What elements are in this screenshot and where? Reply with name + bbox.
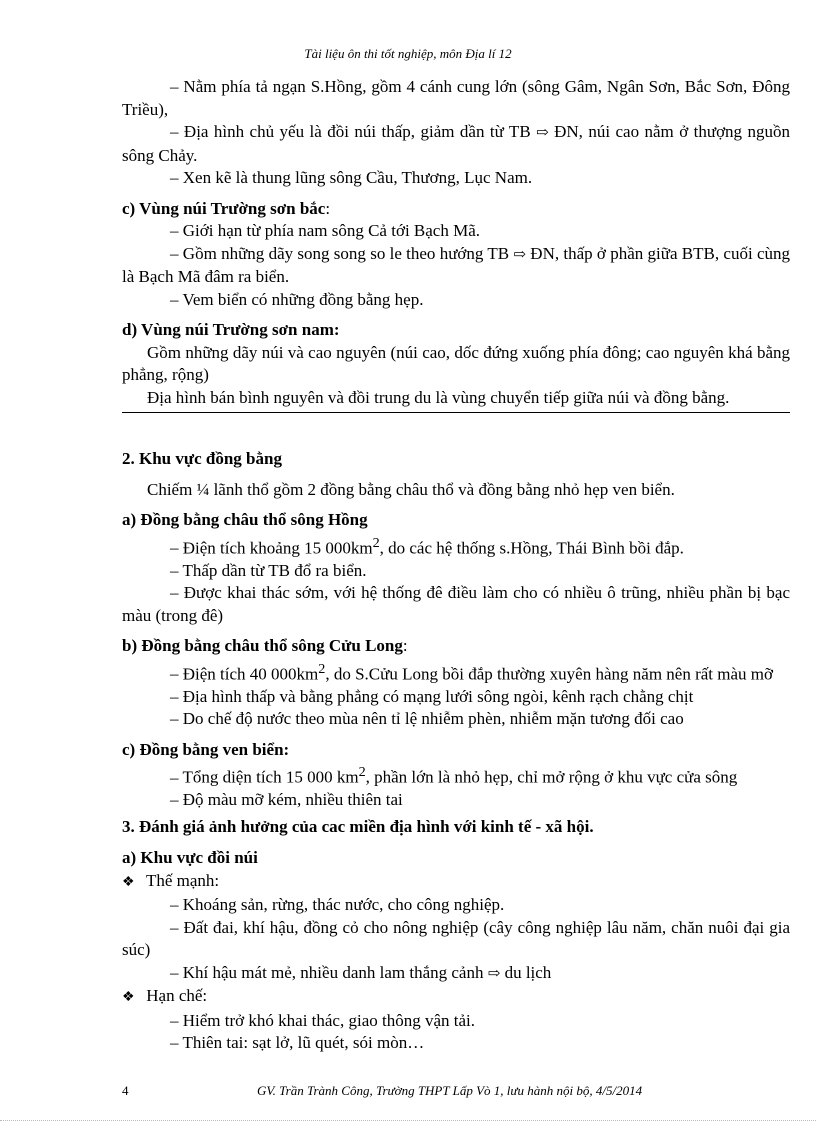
diamond-bullet-icon: ❖ (122, 990, 135, 1006)
dash-bullet: – (170, 664, 179, 684)
bullet-text: Gồm những dãy song song so le theo hướng TB (178, 243, 514, 263)
diamond-item (122, 985, 790, 1010)
superscript: 2 (318, 660, 326, 677)
bullet-text: , phần lớn là nhỏ hẹp, chỉ mở rộng ở khu vực cửa sông (365, 767, 738, 787)
bullet-text: Độ màu mỡ kém, nhiều thiên tai (178, 790, 403, 810)
dash-bullet: – (170, 709, 179, 729)
diamond-bullet-icon: ❖ (122, 874, 135, 890)
bullet-item (122, 658, 790, 686)
dash-bullet: – (170, 77, 179, 96)
bullet-item (122, 243, 790, 289)
page-number: 4 (122, 1083, 129, 1098)
bullet-text: Đất đai, khí hậu, đồng cỏ cho nông nghiệp (cây công nghiệp lâu năm, chăn nuôi đại gia súc) (122, 917, 790, 960)
paragraph: Địa hình bán bình nguyên và đồi trung du là vùng chuyển tiếp giữa núi và đồng bằng. (147, 387, 730, 407)
subsection-heading: d) Vùng núi Trường sơn nam: (122, 320, 340, 339)
subsection-heading: a) Khu vực đồi núi (122, 848, 258, 868)
bullet-text: ĐN, thấp ở phần giữa BTB, cuối cùng là Bạch Mã đâm ra biển. (122, 243, 791, 286)
dash-bullet: – (170, 221, 179, 240)
bullet-text: Thiên tai: sạt lở, lũ quét, sói mòn… (178, 1033, 425, 1053)
dash-bullet: – (170, 895, 179, 915)
dash-bullet: – (170, 122, 179, 141)
page-content (122, 76, 790, 1055)
section-heading: 3. Đánh giá ảnh hưởng của cac miền địa hình với kinh tế - xã hội. (122, 816, 594, 836)
dash-bullet: – (170, 560, 179, 580)
diamond-text: Hạn chế: (142, 986, 208, 1006)
diamond-text: Thế mạnh: (142, 870, 220, 890)
divider (122, 412, 790, 413)
bullet-item (122, 582, 790, 627)
bullet-item (122, 167, 790, 190)
dash-bullet: – (170, 1010, 179, 1030)
page-bottom-border (0, 1120, 816, 1121)
dash-bullet: – (170, 790, 179, 810)
dash-bullet: – (170, 168, 179, 187)
bullet-text: du lịch (500, 962, 552, 982)
paragraph: Chiếm ¼ lãnh thổ gồm 2 đồng bằng châu thổ và đồng bằng nhỏ hẹp ven biển. (147, 479, 675, 499)
dash-bullet: – (170, 243, 179, 263)
bullet-item (122, 1032, 790, 1055)
bullet-text: Được khai thác sớm, với hệ thống đê điều làm cho có nhiều ô trũng, nhiều phần bị bạc màu (trong đê) (122, 583, 790, 625)
section-heading: 2. Khu vực đồng bằng (122, 449, 282, 468)
dash-bullet: – (170, 686, 179, 706)
heading-colon: : (325, 198, 331, 218)
bullet-item (122, 289, 790, 312)
bullet-text: Điện tích khoảng 15 000km (178, 538, 373, 558)
subsection-heading (122, 198, 790, 221)
bullet-text: Địa hình thấp và bằng phẳng có mạng lưới sông ngòi, kênh rạch chằng chịt (178, 686, 694, 706)
bullet-text: Hiểm trở khó khai thác, giao thông vận tải. (178, 1010, 476, 1030)
bullet-text: Điện tích 40 000km (178, 664, 319, 684)
bullet-item (122, 121, 790, 167)
bullet-item (122, 532, 790, 560)
bullet-item (122, 894, 790, 917)
bullet-text: Giới hạn từ phía nam sông Cả tới Bạch Mã. (178, 221, 481, 240)
bullet-text: , do các hệ thống s.Hồng, Thái Bình bồi đắp. (379, 538, 684, 558)
bullet-text: Do chế độ nước theo mùa nên tỉ lệ nhiễm phèn, nhiễm mặn tương đối cao (178, 709, 684, 729)
bullet-text: Khoáng sản, rừng, thác nước, cho công nghiệp. (178, 895, 505, 915)
bullet-item (122, 708, 790, 731)
dash-bullet: – (170, 538, 179, 558)
superscript: 2 (358, 764, 366, 781)
arrow-icon: ⇨ (536, 125, 549, 141)
dash-bullet: – (170, 962, 179, 982)
bullet-text: Thấp dần từ TB đổ ra biển. (178, 560, 367, 580)
bullet-text: Tổng diện tích 15 000 km (178, 767, 359, 787)
bullet-text: Khí hậu mát mẻ, nhiều danh lam thắng cảnh (178, 962, 488, 982)
bullet-item (122, 962, 790, 986)
bullet-item (122, 761, 790, 789)
bullet-text: Địa hình chủ yếu là đồi núi thấp, giảm dần từ TB (178, 122, 537, 141)
dash-bullet: – (170, 583, 179, 603)
subsection-heading: a) Đồng bằng châu thổ sông Hồng (122, 510, 368, 529)
bullet-item (122, 917, 790, 962)
bullet-text: Vem biển có những đồng bằng hẹp. (178, 289, 424, 309)
heading-text: c) Vùng núi Trường sơn bắc (122, 198, 326, 218)
heading-text: b) Đồng bằng châu thổ sông Cửu Long (122, 636, 403, 656)
bullet-text: Nằm phía tả ngạn S.Hồng, gồm 4 cánh cung lớn (sông Gâm, Ngân Sơn, Bắc Sơn, Đông Triều), (122, 77, 790, 119)
bullet-text: , do S.Cửu Long bồi đắp thường xuyên hàng năm nên rất màu mỡ (325, 664, 773, 684)
subsection-heading: c) Đồng bằng ven biển: (122, 739, 290, 759)
footer-text: GV. Trần Trành Công, Trường THPT Lấp Vò 1, lưu hành nội bộ, 4/5/2014 (257, 1083, 643, 1098)
arrow-icon: ⇨ (513, 246, 526, 263)
bullet-item (122, 1010, 790, 1033)
bullet-item (122, 220, 790, 243)
dash-bullet: – (170, 1033, 179, 1053)
superscript: 2 (372, 534, 380, 551)
dash-bullet: – (170, 289, 179, 309)
subsection-heading (122, 635, 790, 658)
bullet-item (122, 560, 790, 583)
dash-bullet: – (170, 767, 179, 787)
diamond-item (122, 870, 790, 895)
arrow-icon: ⇨ (487, 965, 501, 982)
paragraph: Gồm những dãy núi và cao nguyên (núi cao, dốc đứng xuống phía đông; cao nguyên khá bằng phẳng, rộng) (122, 342, 790, 384)
bullet-item (122, 76, 790, 121)
bullet-text: ĐN, núi cao nằm ở thượng nguồn sông Chảy. (122, 122, 790, 165)
dash-bullet: – (170, 917, 179, 937)
page-header: Tài liệu ôn thi tốt nghiệp, môn Địa lí 12 (304, 46, 512, 61)
heading-colon: : (402, 636, 408, 656)
bullet-item (122, 686, 790, 709)
bullet-text: Xen kẽ là thung lũng sông Cầu, Thương, Lục Nam. (178, 168, 533, 187)
bullet-item (122, 789, 790, 812)
